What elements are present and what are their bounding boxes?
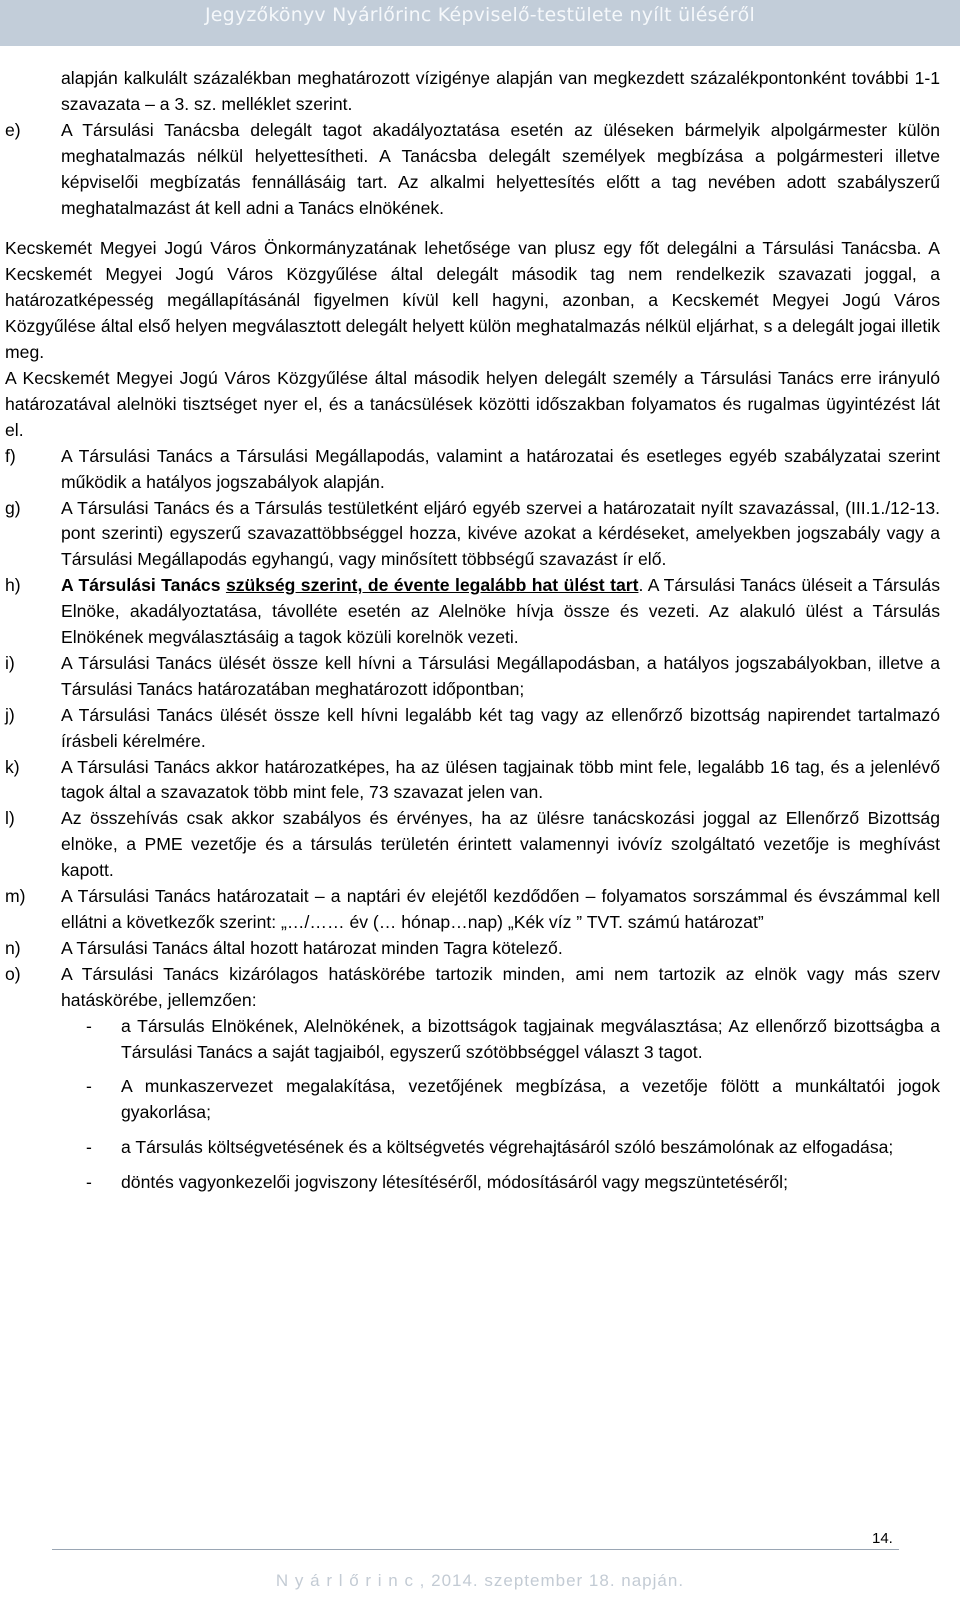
list-item-text: A Társulási Tanács a Társulási Megállapodás, valamint a határozatai és esetleges egyéb szabályzatai szerint működik a hatályos jogszabályok alapján.	[61, 445, 940, 492]
list-item-text: A Társulási Tanács ülését össze kell hívni a Társulási Megállapodásban, a hatályos jogszabályokban, illetve a Társulási Tanács határozatában meghatározott időpontban;	[61, 652, 940, 699]
sub-item-text: a Társulás Elnökének, Alelnökének, a bizottságok tagjainak megválasztása; Az ellenőrző bizottságba a Társulási Tanács a saját tagjaiból, egyszerű szótöbbséggel választ 3 tagot.	[121, 1015, 940, 1062]
list-marker: n)	[5, 937, 21, 958]
list-item-h	[5, 573, 940, 651]
list-marker: g)	[5, 497, 21, 518]
sub-item-election	[5, 1014, 940, 1066]
list-item-n	[5, 936, 940, 962]
list-item-i	[5, 651, 940, 703]
header-bar	[0, 0, 960, 46]
sub-item-text: döntés vagyonkezelői jogviszony létesítéséről, módosításáról vagy megszüntetéséről;	[121, 1172, 788, 1193]
document-body	[5, 66, 940, 1196]
footer-divider	[52, 1549, 899, 1550]
dash-marker: -	[86, 1076, 92, 1097]
page-number: 14.	[872, 1530, 893, 1547]
list-marker: i)	[5, 652, 15, 673]
sub-item-work-organization	[5, 1074, 940, 1126]
list-marker: k)	[5, 756, 20, 777]
list-item-text: A Társulási Tanács határozatait – a naptári év elejétől kezdődően – folyamatos sorszámmal és évszámmal kell ellátni a következők szerint: „…/…… év (… hónap…nap) „Kék víz ” TVT. számú határozat”	[61, 886, 940, 932]
list-item-g	[5, 496, 940, 574]
paragraph-vice-chair: A Kecskemét Megyei Jogú Város Közgyűlése által második helyen delegált személy a Társulási Tanács erre irányuló határozatával alelnöki tisztséget nyer el, és a tanácsülések közötti időszakban folyamatos és rugalmas ügyintézést lát el.	[5, 367, 940, 440]
list-item-text: A Társulási Tanács által hozott határozat minden Tagra kötelező.	[61, 937, 563, 958]
list-item-text: Az összehívás csak akkor szabályos és érvényes, ha az ülésre tanácskozási joggal az Ellenőrző Bizottság elnöke, a PME vezetője és a társulás területén érintett valamennyi ivóvíz szolgáltató vezetője is meghívást kapott.	[61, 808, 940, 881]
continuation-text: alapján kalkulált százalékban meghatározott vízigénye alapján van megkezdett százalékpontonként további 1-1 szavazata – a 3. sz. melléklet szerint.	[61, 68, 940, 114]
list-item-text: A Társulási Tanács ülését össze kell hívni legalább két tag vagy az ellenőrző bizottság napirendet tartalmazó írásbeli kérelmére.	[61, 704, 940, 751]
list-item-e	[5, 118, 940, 222]
dash-marker: -	[86, 1015, 92, 1036]
bold-lead: A Társulási Tanács	[61, 575, 221, 596]
list-item-text-rest: . A Társulási Tanács üléseit a Társulás Elnöke, akadályoztatása, távolléte esetén az Alelnöke hívja össze és vezeti. Az alakuló ülést a Társulás Elnökének megválasztásáig a tagok közüli korelnök vezeti.	[61, 575, 940, 648]
list-marker: l)	[5, 808, 15, 829]
list-marker: h)	[5, 575, 21, 596]
list-item-text: A Társulási Tanács kizárólagos hatáskörébe tartozik minden, ami nem tartozik az elnök vagy más szerv hatáskörébe, jellemzően:	[61, 963, 940, 1010]
header-title: Jegyzőkönyv Nyárlőrinc Képviselő-testülete nyílt üléséről	[204, 4, 755, 26]
list-item-text	[61, 573, 940, 651]
list-item-text: A Társulási Tanács és a Társulás testületként eljáró egyéb szervei a határozatait nyílt szavazással, (III.1./12-13. pont szerinti) egyszerű szavazattöbbséggel hozza, kivéve azokat a kérdéseket, amelyekben jogszabály vagy a Társulási Megállapodás egyhangú, vagy minősített többségű szavazást ír elő.	[61, 497, 940, 570]
list-item-text: A Társulási Tanácsba delegált tagot akadályoztatása esetén az üléseken bármelyik alpolgármester külön meghatalmazás nélkül helyettesítheti. A Tanácsba delegált személyek megbízása a polgármesteri illetve képviselői megbízatás fennállásáig tart. Az alkalmi helyettesítés előtt a tag nevében adott szabályszerű meghatalmazást át kell adni a Tanács elnökének.	[61, 119, 940, 218]
bold-underlined-phrase: szükség szerint, de évente legalább hat ülést tart	[225, 575, 639, 596]
list-item-k	[5, 755, 940, 807]
list-marker: j)	[5, 704, 15, 725]
continuation-paragraph	[5, 66, 940, 118]
list-item-f	[5, 444, 940, 496]
list-marker: e)	[5, 119, 21, 140]
list-item-m	[5, 884, 940, 936]
list-marker: m)	[5, 886, 26, 907]
list-item-j	[5, 703, 940, 755]
list-item-o	[5, 962, 940, 1014]
list-item-l	[5, 806, 940, 884]
sub-item-text: A munkaszervezet megalakítása, vezetőjének megbízása, a vezetője fölött a munkáltatói jogok gyakorlása;	[121, 1076, 940, 1123]
paragraph-delegation: Kecskemét Megyei Jogú Város Önkormányzatának lehetősége van plusz egy főt delegálni a Társulási Tanácsba. A Kecskemét Megyei Jogú Város Közgyűlése által delegált második tag nem rendelkezik szavazati joggal, a határozatképesség megállapításánál figyelmen kívül kell hagyni, azonban, a Kecskemét Megyei Jogú Város Közgyűlése által első helyen megválasztott delegált helyett külön meghatalmazás nélkül eljárhat, s a delegált jogai illetik meg.	[5, 238, 940, 363]
sub-item-budget	[5, 1135, 940, 1161]
sub-item-asset-management	[5, 1170, 940, 1196]
list-marker: f)	[5, 445, 16, 466]
footer-text: N y á r l ő r i n c , 2014. szeptember 18. napján.	[275, 1571, 685, 1590]
list-marker: o)	[5, 963, 21, 984]
list-item-text: A Társulási Tanács akkor határozatképes, ha az ülésen tagjainak több mint fele, legalább 16 tag, és a jelenlévő tagok által a szavazatok több mint fele, 73 szavazat jelen van.	[61, 756, 940, 803]
dash-marker: -	[86, 1172, 92, 1193]
dash-marker: -	[86, 1137, 92, 1158]
sub-item-text: a Társulás költségvetésének és a költségvetés végrehajtásáról szóló beszámolónak az elfogadása;	[121, 1137, 894, 1158]
